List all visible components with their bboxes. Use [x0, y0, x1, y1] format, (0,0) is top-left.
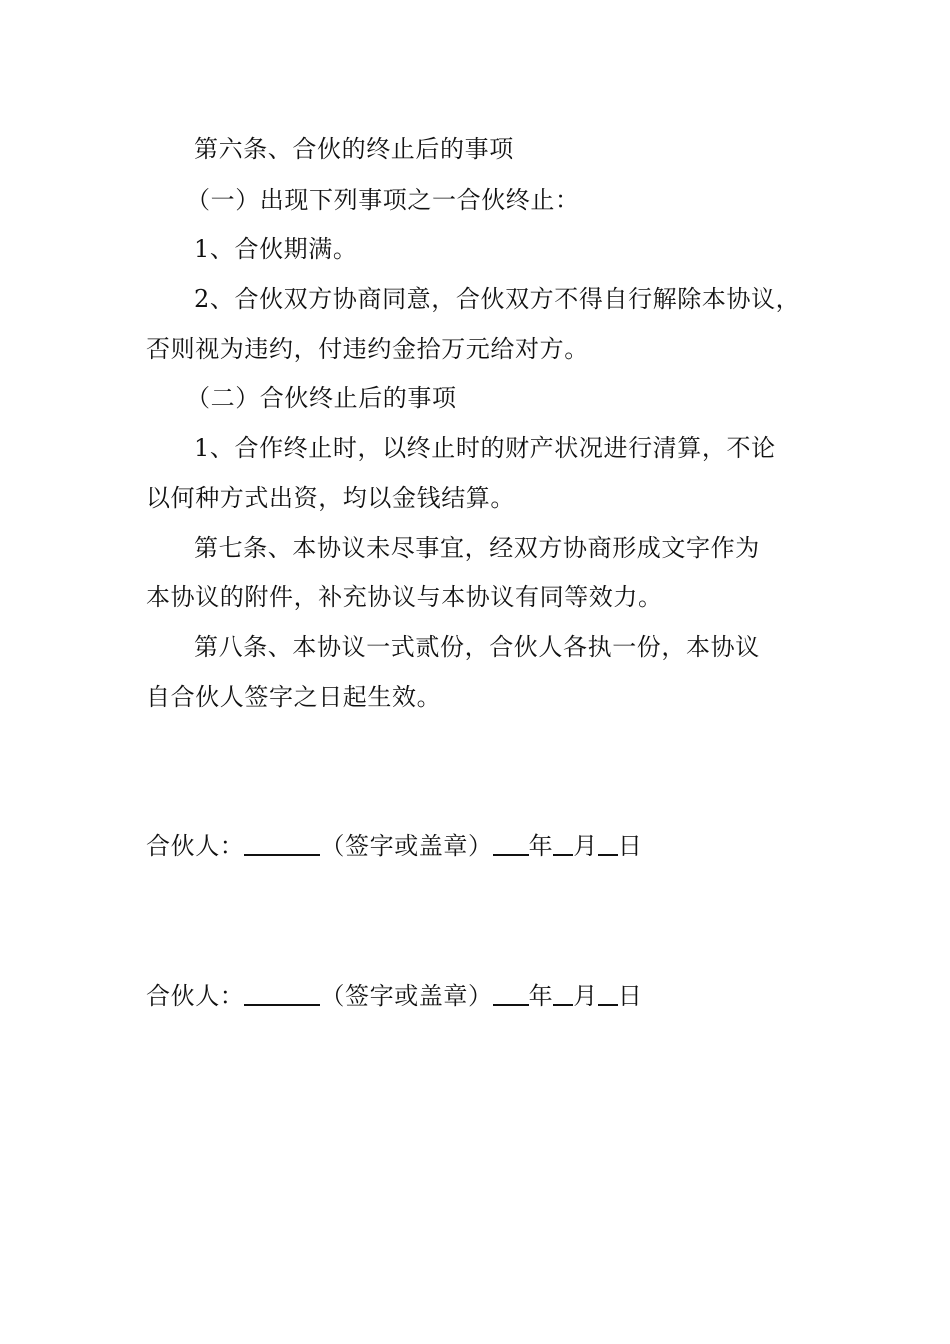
signature-line-2: [146, 981, 846, 1011]
clause-term-expiry: 1、合伙期满。: [194, 235, 358, 263]
signature-line-1: [146, 831, 846, 861]
day-label: 日: [617, 982, 643, 1010]
signature-label: 合伙人：: [146, 982, 245, 1010]
year-label: 年: [528, 982, 554, 1010]
signature-note: （签字或盖章）: [320, 982, 493, 1010]
clause-mutual-agreement-line1: 2、合伙双方协商同意，合伙双方不得自行解除本协议，: [194, 285, 801, 313]
year-blank: [493, 982, 529, 1006]
article-six-heading: 第六条、合伙的终止后的事项: [194, 135, 514, 163]
month-label: 月: [573, 832, 598, 860]
month-blank: [553, 832, 573, 856]
clause-liquidation-line1: 1、合作终止时，以终止时的财产状况进行清算，不论: [194, 434, 776, 462]
clause-mutual-agreement-line2: 否则视为违约，付违约金拾万元给对方。: [146, 335, 589, 363]
article-seven-line2: 本协议的附件，补充协议与本协议有同等效力。: [146, 583, 663, 611]
section-one-heading: （一）出现下列事项之一合伙终止：: [186, 186, 580, 214]
article-eight-line1: 第八条、本协议一式贰份，合伙人各执一份，本协议: [194, 633, 760, 661]
section-two-heading: （二）合伙终止后的事项: [186, 384, 457, 412]
signature-label: 合伙人：: [146, 832, 245, 860]
signature-note: （签字或盖章）: [320, 832, 493, 860]
signature-blank: [244, 832, 320, 856]
month-label: 月: [573, 982, 598, 1010]
signature-blank: [244, 982, 320, 1006]
day-blank: [598, 832, 618, 856]
clause-liquidation-line2: 以何种方式出资，均以金钱结算。: [146, 484, 515, 512]
article-seven-line1: 第七条、本协议未尽事宜，经双方协商形成文字作为: [194, 534, 760, 562]
day-blank: [598, 982, 618, 1006]
day-label: 日: [617, 832, 643, 860]
article-eight-line2: 自合伙人签字之日起生效。: [146, 683, 442, 711]
year-label: 年: [528, 832, 554, 860]
month-blank: [553, 982, 573, 1006]
year-blank: [493, 832, 529, 856]
